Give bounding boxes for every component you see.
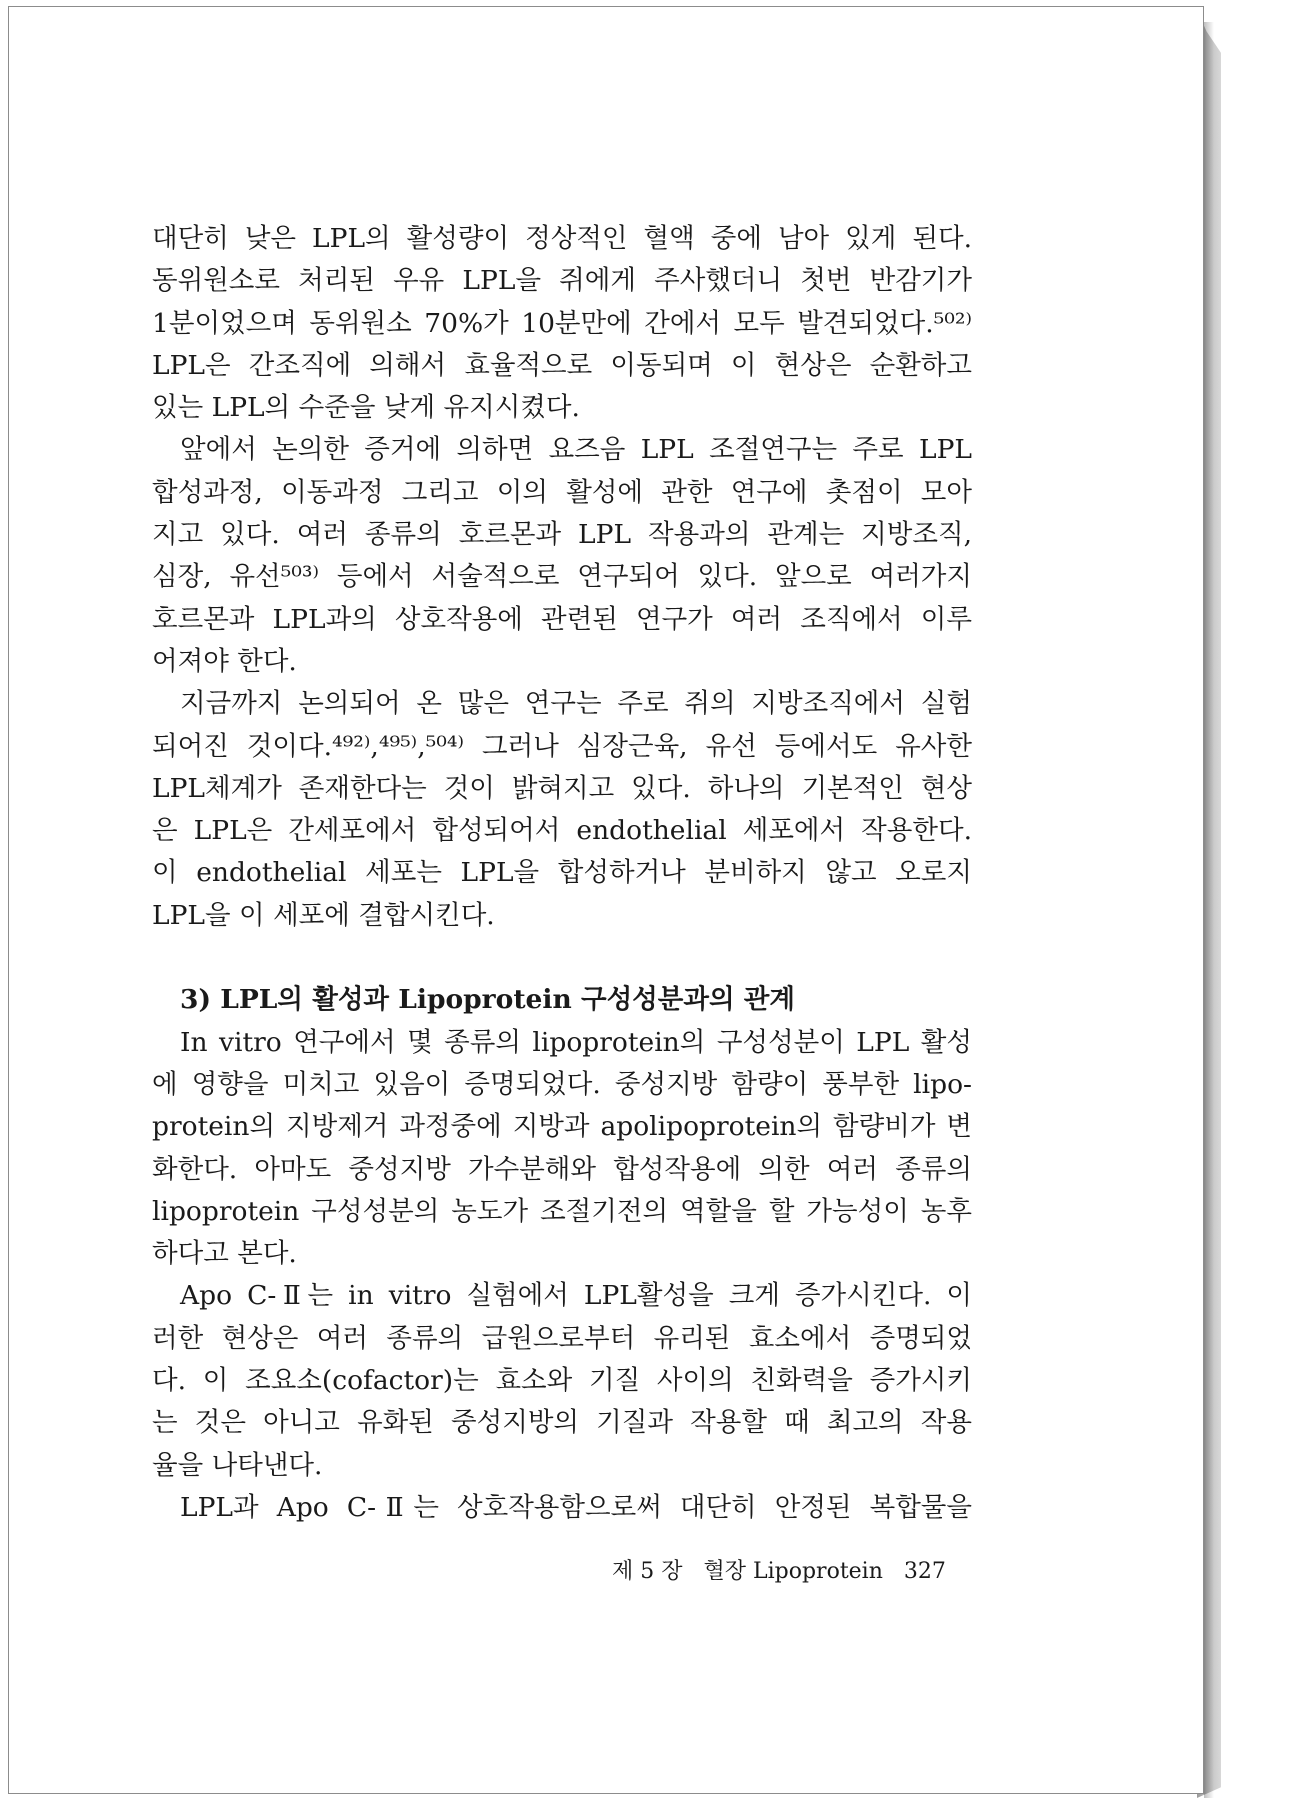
- chapter-label: 제 5 장: [612, 1559, 683, 1584]
- text-line: 지금까지 논의되어 온 많은 연구는 주로 쥐의 지방조직에서 실험: [180, 688, 972, 720]
- text-line: 되어진 것이다.⁴⁹²⁾,⁴⁹⁵⁾,⁵⁰⁴⁾ 그러나 심장근육, 유선 등에서도 유사한: [152, 730, 972, 762]
- page-number: 327: [903, 1559, 946, 1584]
- text-line: 1분이었으며 동위원소 70%가 10분만에 간에서 모두 발견되었다.⁵⁰²⁾: [152, 307, 972, 339]
- running-title: 혈장 Lipoprotein: [703, 1559, 883, 1584]
- text-line: 대단히 낮은 LPL의 활성량이 정상적인 혈액 중에 남아 있게 된다.: [152, 223, 972, 254]
- blank-line: [152, 937, 972, 979]
- text-line: 율을 나타낸다.: [152, 1449, 323, 1481]
- text-line: 지고 있다. 여러 종류의 호르몬과 LPL 작용과의 관계는 지방조직,: [152, 519, 972, 551]
- text-line: LPL과 Apo C-Ⅱ는 상호작용함으로써 대단히 안정된 복합물을: [180, 1491, 972, 1523]
- page-footer: [612, 1554, 960, 1585]
- text-line: 러한 현상은 여러 종류의 급원으로부터 유리된 효소에서 증명되었: [152, 1322, 972, 1354]
- text-line: 합성과정, 이동과정 그리고 이의 활성에 관한 연구에 촛점이 모아: [152, 476, 972, 508]
- text-line: LPL은 간조직에 의해서 효율적으로 이동되며 이 현상은 순환하고: [152, 349, 972, 381]
- text-line: Apo C-Ⅱ는 in vitro 실험에서 LPL활성을 크게 증가시킨다. 이: [180, 1280, 972, 1312]
- text-line: 은 LPL은 간세포에서 합성되어서 endothelial 세포에서 작용한다.: [152, 815, 972, 847]
- text-line: 에 영향을 미치고 있음이 증명되었다. 중성지방 함량이 풍부한 lipo-: [152, 1068, 972, 1100]
- text-line: 다. 이 조요소(cofactor)는 효소와 기질 사이의 친화력을 증가시키: [152, 1365, 972, 1397]
- text-line: 하다고 본다.: [152, 1238, 297, 1270]
- text-line: 는 것은 아니고 유화된 중성지방의 기질과 작용할 때 최고의 작용: [152, 1407, 972, 1439]
- text-line: 화한다. 아마도 중성지방 가수분해와 합성작용에 의한 여러 종류의: [152, 1153, 972, 1185]
- text-line: In vitro 연구에서 몇 종류의 lipoprotein의 구성성분이 LPL 활성: [180, 1026, 972, 1058]
- text-line: lipoprotein 구성성분의 농도가 조절기전의 역할을 할 가능성이 농후: [152, 1195, 972, 1227]
- text-line: 있는 LPL의 수준을 낮게 유지시켰다.: [152, 392, 580, 424]
- text-line: 호르몬과 LPL과의 상호작용에 관련된 연구가 여러 조직에서 이루: [152, 603, 972, 635]
- text-line: LPL체계가 존재한다는 것이 밝혀지고 있다. 하나의 기본적인 현상: [152, 772, 972, 804]
- text-line: 이 endothelial 세포는 LPL을 합성하거나 분비하지 않고 오로지: [152, 857, 972, 889]
- section-heading: 3) LPL의 활성과 Lipoprotein 구성성분과의 관계: [180, 984, 795, 1016]
- page-shadow: [1204, 22, 1214, 1798]
- body-text: [152, 218, 972, 1529]
- text-line: LPL을 이 세포에 결합시킨다.: [152, 899, 495, 931]
- text-line: 동위원소로 처리된 우유 LPL을 쥐에게 주사했더니 첫번 반감기가: [152, 265, 972, 297]
- text-line: 앞에서 논의한 증거에 의하면 요즈음 LPL 조절연구는 주로 LPL: [180, 434, 972, 466]
- text-line: 심장, 유선⁵⁰³⁾ 등에서 서술적으로 연구되어 있다. 앞으로 여러가지: [152, 561, 972, 593]
- text-line: 어져야 한다.: [152, 645, 297, 677]
- text-line: protein의 지방제거 과정중에 지방과 apolipoprotein의 함량비가 변: [152, 1111, 972, 1143]
